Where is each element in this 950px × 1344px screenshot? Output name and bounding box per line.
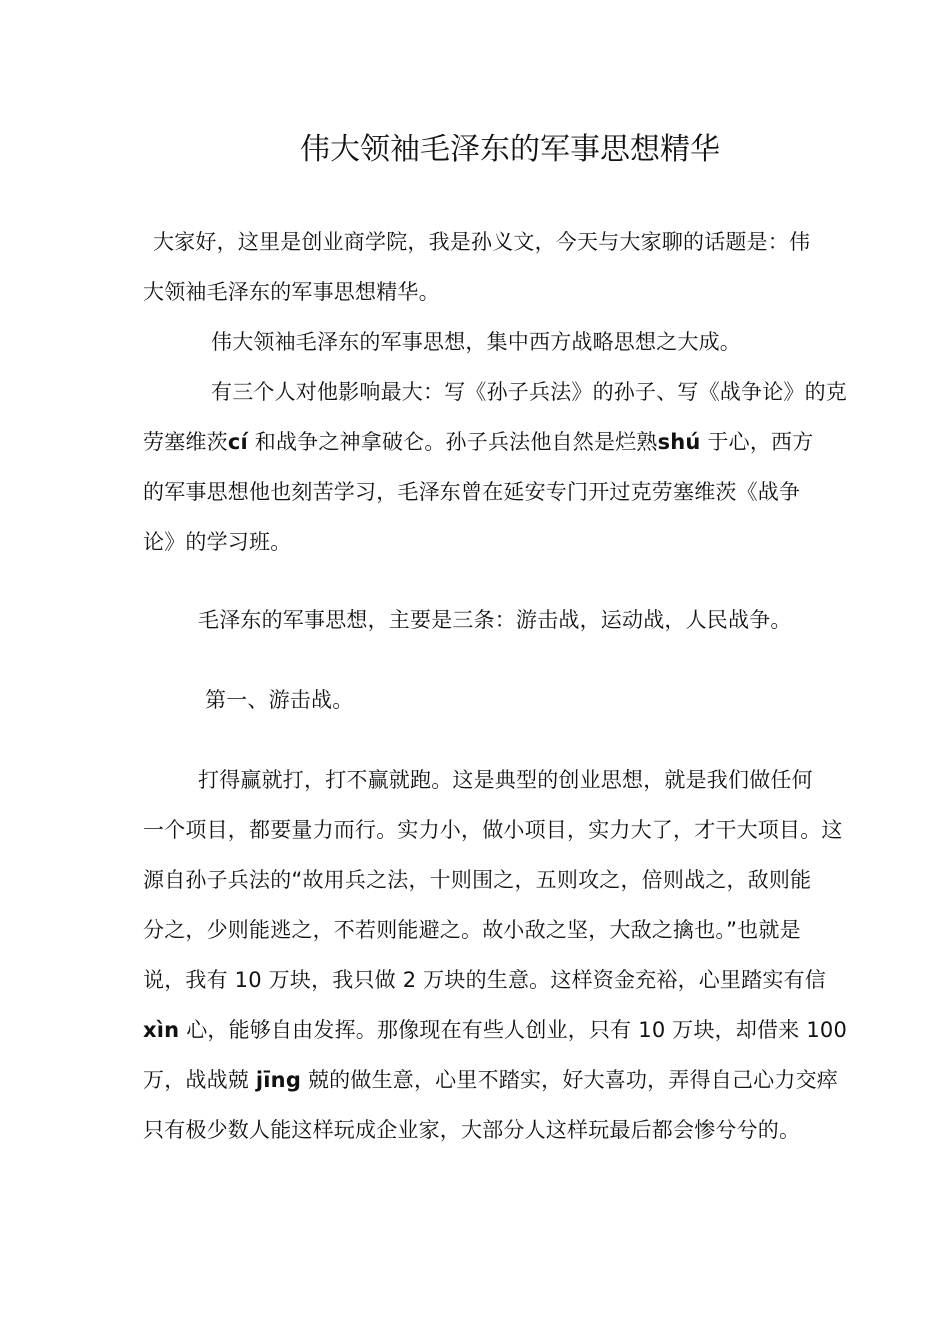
paragraph-2-line-2 xyxy=(143,417,814,467)
paragraph-5-line-6 xyxy=(143,1005,848,1055)
paragraph-5-line-5: 说，我有 10 万块，我只做 2 万块的生意。这样资金充裕，心里踏实有信 xyxy=(143,968,826,992)
paragraph-5-line-8: 只有极少数人能这样玩成企业家，大部分人这样玩最后都会惨兮兮的。 xyxy=(143,1118,801,1142)
intro-paragraph xyxy=(143,217,811,317)
pinyin-annotation: xìn xyxy=(143,1018,180,1042)
paragraph-2-line-4: 论》的学习班。 xyxy=(143,530,292,554)
paragraph-2-line-2-part-b: 和战争之神拿破仑。孙子兵法他自然是烂熟 xyxy=(254,430,658,454)
paragraph-5-line-4: 分之，少则能逃之，不若则能避之。故小敌之坚，大敌之擒也。”也就是 xyxy=(143,918,801,942)
paragraph-5-line-2: 一个项目，都要量力而行。实力小，做小项目，实力大了，才干大项目。这 xyxy=(143,818,843,842)
paragraph-2-line-1: 有三个人对他影响最大：写《孙子兵法》的孙子、写《战争论》的克 xyxy=(211,380,847,404)
paragraph-2-line-2-part-c: 于心，西方 xyxy=(707,430,814,454)
paragraph-5-line-7 xyxy=(143,1055,838,1105)
paragraph-5-line-6-text: 心，能够自由发挥。那像现在有些人创业，只有 10 万块，却借来 100 xyxy=(186,1018,848,1042)
pinyin-annotation: shú xyxy=(657,430,701,454)
paragraph-3 xyxy=(143,595,808,645)
pinyin-annotation: jīng xyxy=(255,1068,302,1092)
paragraph-1-line-1: 伟大领袖毛泽东的军事思想，集中西方战略思想之大成。 xyxy=(211,330,741,354)
paragraph-2-line-3: 的军事思想他也刻苦学习，毛泽东曾在延安专门开过克劳塞维茨《战争 xyxy=(143,480,801,504)
paragraph-1 xyxy=(143,317,808,367)
paragraph-5 xyxy=(143,755,848,1155)
paragraph-2-line-2-part-a: 劳塞维茨 xyxy=(143,430,228,454)
paragraph-5-line-3: 源自孙子兵法的“故用兵之法，十则围之，五则攻之，倍则战之，敌则能 xyxy=(143,868,812,892)
document-title: 伟大领袖毛泽东的军事思想精华 xyxy=(300,132,720,167)
section-heading: 第一、游击战。 xyxy=(205,688,354,712)
paragraph-2 xyxy=(143,367,847,567)
paragraph-5-line-1: 打得赢就打，打不赢就跑。这是典型的创业思想，就是我们做任何 xyxy=(198,768,813,792)
pinyin-annotation: cí xyxy=(227,430,248,454)
intro-line-1: 大家好，这里是创业商学院，我是孙义文，今天与大家聊的话题是：伟 xyxy=(153,230,811,254)
intro-line-2: 大领袖毛泽东的军事思想精华。 xyxy=(143,280,440,304)
paragraph-3-line-1: 毛泽东的军事思想，主要是三条：游击战，运动战，人民战争。 xyxy=(198,608,792,632)
paragraph-5-line-7-part-a: 万，战战兢 xyxy=(143,1068,249,1092)
paragraph-4 xyxy=(143,675,808,725)
paragraph-5-line-7-part-b: 兢的做生意，心里不踏实，好大喜功，弄得自己心力交瘁 xyxy=(307,1068,838,1092)
